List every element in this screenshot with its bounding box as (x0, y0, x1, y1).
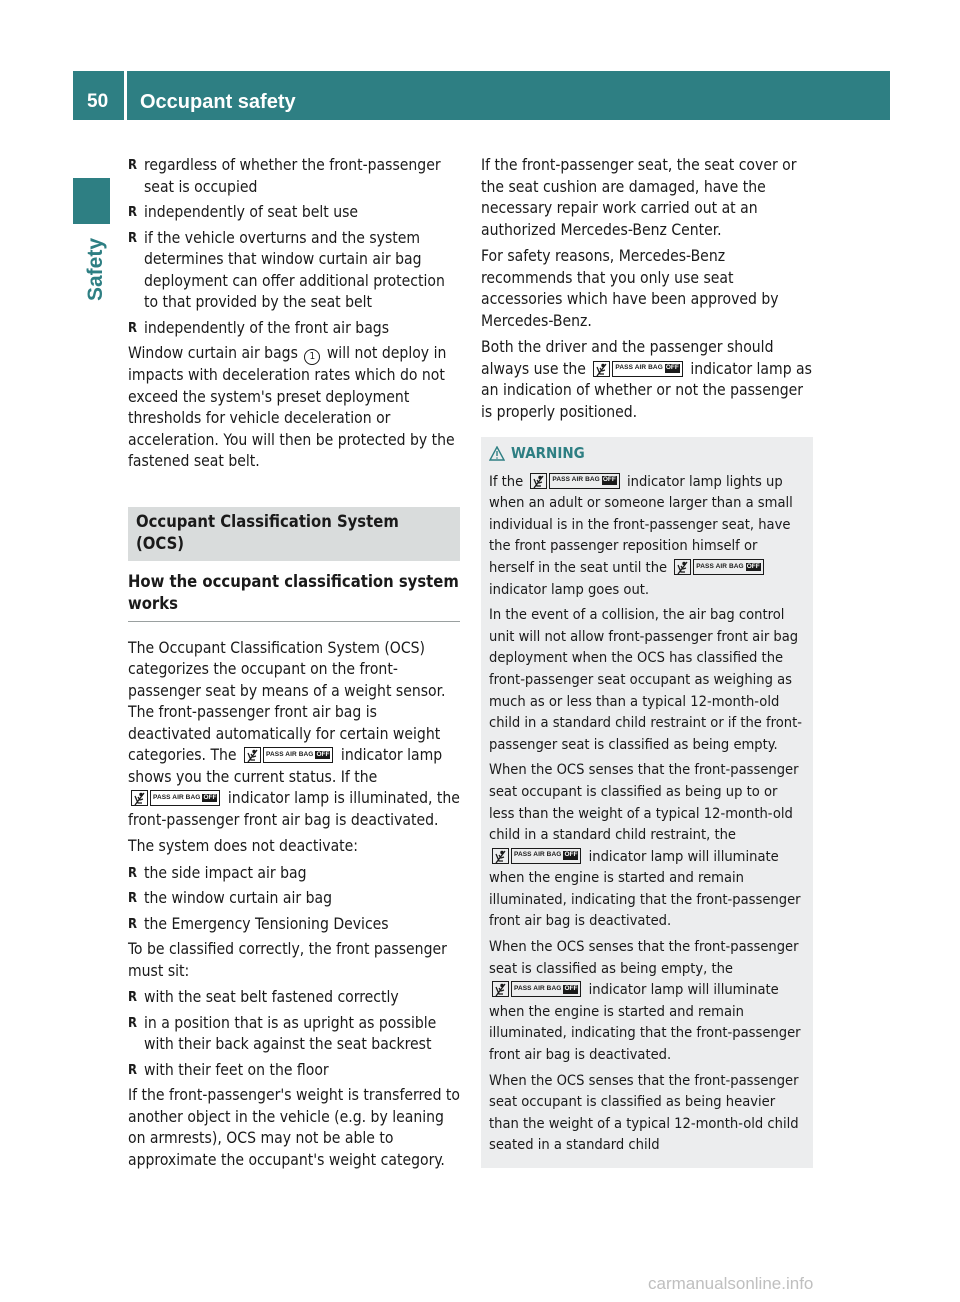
paragraph (128, 638, 460, 832)
page-number: 50 (87, 91, 109, 112)
pass-air-bag-label (511, 848, 581, 864)
text-run: indicator lamp will illuminate when the engine is started and remain illuminated, indicating that the front-passenger front air bag is deactivated. (489, 981, 801, 1064)
list-item (128, 202, 460, 224)
list-item-text: independently of seat belt use (144, 203, 359, 221)
text-run: If the (489, 472, 524, 490)
list-item (128, 914, 460, 936)
pass-air-bag-label (150, 790, 220, 806)
text-run: The Occupant Classification System (OCS) categorizes the occupant on the front-passenger seat by means of a weight sensor. The front-passenger front air bag is deactivated automatically for certain weight categories. The (128, 638, 446, 764)
off-text: OFF (564, 851, 578, 859)
pass-air-bag-text: PASS AIR BAG (153, 793, 201, 801)
list-item (128, 863, 460, 885)
bullet-icon: R (128, 1015, 138, 1031)
pass-air-bag-label (511, 981, 581, 997)
list-item (128, 155, 460, 198)
warning-box (481, 437, 813, 1168)
off-text: OFF (203, 793, 217, 801)
bullet-icon: R (128, 230, 138, 246)
pass-air-bag-label (612, 361, 682, 377)
bullet-icon: R (128, 205, 138, 220)
list-item-text: the side impact air bag (144, 863, 307, 882)
list-item (128, 1013, 460, 1056)
text-run: Window curtain air bags (128, 344, 298, 362)
bullet-icon: R (128, 916, 138, 932)
list-item-text: regardless of whether the front-passenger seat is occupied (144, 156, 441, 196)
seat-passenger-icon (674, 559, 691, 575)
list-item-text: if the vehicle overturns and the system determines that window curtain air bag deployment can offer additional protection to that provided by the seat belt (144, 228, 445, 311)
list-item (128, 228, 460, 314)
text-run: indicator lamp goes out. (489, 580, 650, 598)
seat-passenger-icon (131, 790, 148, 806)
paragraph (489, 759, 805, 932)
list-item-text: the Emergency Tensioning Devices (144, 914, 389, 933)
warning-title: WARNING (511, 444, 585, 462)
seat-passenger-icon (244, 747, 261, 763)
side-section-label: Safety (84, 238, 107, 302)
paragraph (489, 471, 805, 601)
pass-air-bag-label (693, 559, 763, 575)
text-run: Both the driver and the passenger should always use the (481, 338, 774, 378)
pass-air-bag-off-indicator-icon (674, 559, 763, 575)
seat-passenger-icon (492, 848, 509, 864)
pass-air-bag-text: PASS AIR BAG (514, 851, 562, 859)
bullet-icon: R (128, 158, 138, 173)
text-run: indicator lamp as an indication of whether or not the passenger is properly positioned. (481, 359, 812, 421)
pass-air-bag-text: PASS AIR BAG (552, 476, 600, 484)
paragraph: To be classified correctly, the front passenger must sit: (128, 940, 447, 980)
seat-passenger-icon (593, 361, 610, 377)
paragraph (489, 936, 805, 1066)
paragraph: If the front-passenger seat, the seat cover or the seat cushion are damaged, have the necessary repair work carried out at an authorized Mercedes-Benz Center. (481, 156, 797, 239)
right-column (481, 155, 813, 1168)
off-text: OFF (602, 476, 616, 484)
list-item (128, 888, 460, 910)
bullet-icon: R (128, 891, 138, 906)
section-title: Occupant Classification System (OCS) (128, 507, 460, 561)
paragraph: The system does not deactivate: (128, 837, 359, 855)
list-item-text: with their feet on the floor (144, 1060, 329, 1079)
bullet-icon: R (128, 865, 138, 881)
off-text: OFF (316, 750, 330, 758)
list-item (128, 987, 460, 1009)
paragraph: For safety reasons, Mercedes-Benz recommends that you only use seat accessories which have been approved by Mercedes-Benz. (481, 247, 779, 330)
paragraph: In the event of a collision, the air bag control unit will not allow front-passenger front air bag deployment when the OCS has classified the front-passenger seat occupant as weighing as much as or less than a typical 12-month-old child in a standard child restraint or if the front-passenger seat is classified as being empty. (489, 606, 802, 753)
bullet-icon: R (128, 320, 138, 336)
warning-heading (489, 443, 805, 465)
paragraph (128, 343, 460, 473)
off-text: OFF (746, 562, 760, 570)
page-title: Occupant safety (140, 91, 296, 113)
pass-air-bag-label (549, 473, 619, 489)
pass-air-bag-text: PASS AIR BAG (696, 562, 744, 570)
text-run: indicator lamp will illuminate when the engine is started and remain illuminated, indicating that the front-passenger front air bag is deactivated. (489, 847, 801, 930)
pass-air-bag-off-indicator-icon (530, 473, 619, 489)
text-run: indicator lamp lights up when an adult or someone larger than a small individual is in the front-passenger seat, have the front passenger reposition himself or herself in the seat until the (489, 472, 793, 576)
off-text: OFF (665, 364, 679, 372)
list-item (128, 318, 460, 340)
side-tab-marker (73, 178, 110, 224)
pass-air-bag-off-indicator-icon (593, 361, 682, 377)
pass-air-bag-label (263, 747, 333, 763)
seat-passenger-icon (530, 473, 547, 489)
bullet-icon: R (128, 1062, 138, 1078)
pass-air-bag-off-indicator-icon (244, 747, 333, 763)
pass-air-bag-off-indicator-icon (492, 981, 581, 997)
text-run: When the OCS senses that the front-passenger seat is classified as being empty, the (489, 938, 799, 977)
watermark: carmanualsonline.info (648, 1274, 814, 1293)
list-item-text: in a position that is as upright as possible with their back against the seat backrest (144, 1013, 437, 1053)
header-bar (73, 71, 890, 120)
list-item-text: independently of the front air bags (144, 318, 390, 337)
paragraph: When the OCS senses that the front-passenger seat occupant is classified as being heavier than the weight of a typical 12-month-old child seated in a standard child (489, 1071, 799, 1154)
seat-passenger-icon (492, 981, 509, 997)
callout-1-icon: 1 (304, 349, 320, 365)
text-run: When the OCS senses that the front-passenger seat occupant is classified as being up to or less than the weight of a typical 12-month-old child in a standard child restraint, the (489, 761, 799, 844)
paragraph (481, 337, 813, 423)
text-run: indicator lamp is illuminated, the front-passenger front air bag is deactivated. (128, 789, 460, 829)
bullet-icon: R (128, 990, 138, 1005)
paragraph: If the front-passenger's weight is transferred to another object in the vehicle (e.g. by leaning on armrests), OCS may not be able to approximate the occupant's weight category. (128, 1086, 461, 1169)
left-column (128, 155, 460, 1176)
pass-air-bag-text: PASS AIR BAG (266, 750, 314, 758)
pass-air-bag-off-indicator-icon (131, 790, 220, 806)
text-run: will not deploy in impacts with deceleration rates which do not exceed the system's preset deployment thresholds for vehicle deceleration or acceleration. You will then be protected by the fastened seat belt. (128, 344, 455, 470)
list-item-text: the window curtain air bag (144, 889, 333, 907)
off-text: OFF (564, 985, 578, 992)
pass-air-bag-text: PASS AIR BAG (514, 985, 562, 992)
pass-air-bag-text: PASS AIR BAG (615, 364, 663, 372)
list-item-text: with the seat belt fastened correctly (144, 988, 399, 1006)
page-number-box (73, 71, 127, 120)
text-run: indicator lamp shows you the current status. If the (128, 746, 443, 786)
list-item (128, 1060, 460, 1082)
subheading: How the occupant classification system works (128, 571, 460, 622)
warning-triangle-icon (489, 446, 505, 461)
pass-air-bag-off-indicator-icon (492, 848, 581, 864)
